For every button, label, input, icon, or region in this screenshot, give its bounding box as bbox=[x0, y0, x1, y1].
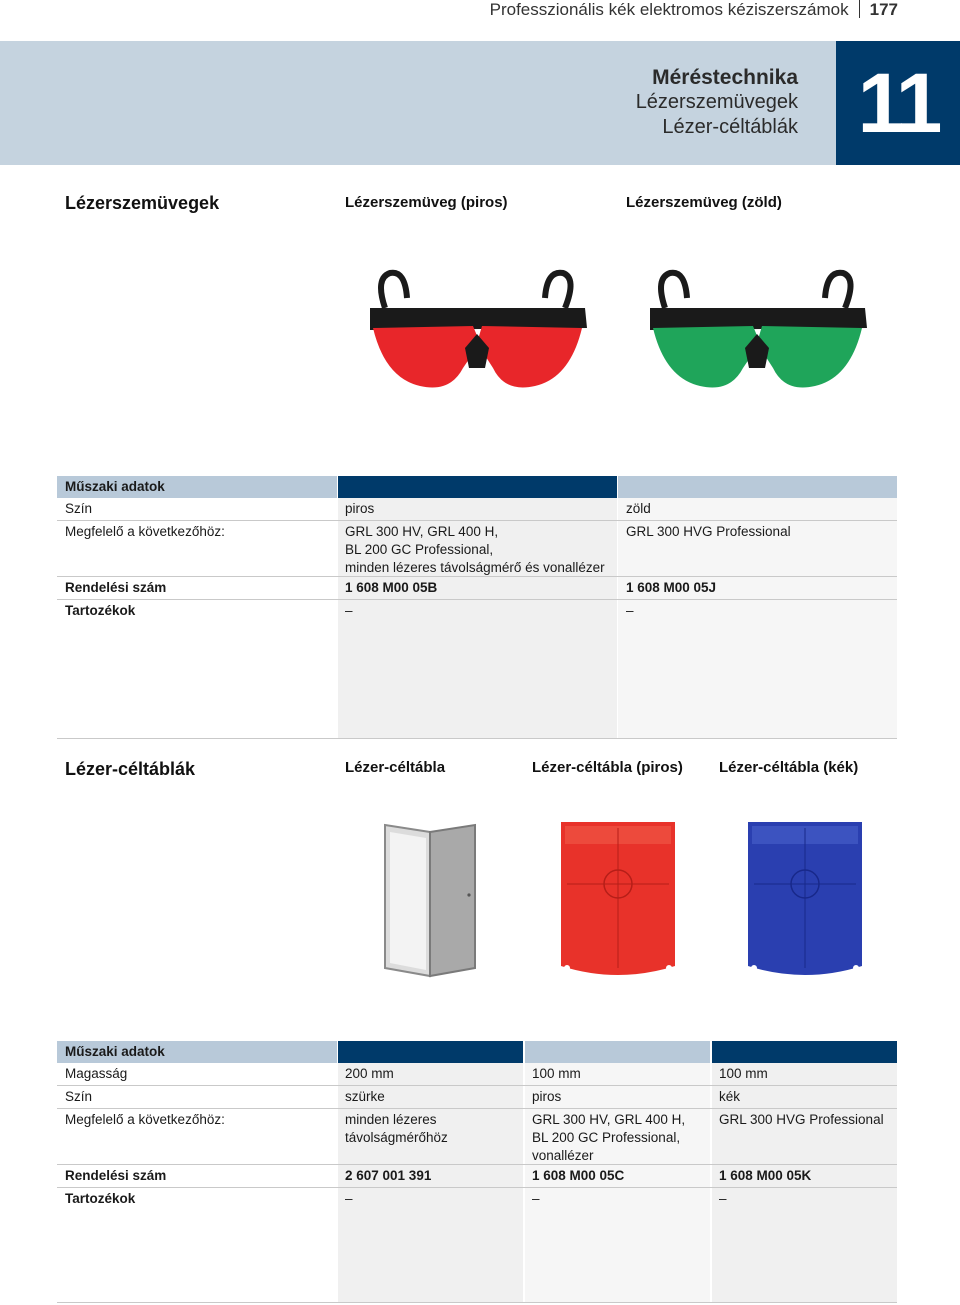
spec-value: piros bbox=[532, 1089, 562, 1104]
header-separator bbox=[859, 0, 860, 18]
spec-label-order-number: Rendelési szám bbox=[65, 580, 167, 595]
spec-value: GRL 300 HV, GRL 400 H, BL 200 GC Professional, minden lézeres távolságmérő és vonallézer bbox=[345, 524, 605, 575]
banner-subtitle-2: Lézer-céltáblák bbox=[662, 116, 798, 138]
spec-label-color: Szín bbox=[65, 1089, 93, 1104]
row-divider bbox=[57, 576, 897, 577]
spec-label-color: Szín bbox=[65, 501, 93, 516]
spec-value: piros bbox=[345, 501, 375, 516]
spec-header-bar-green bbox=[618, 476, 897, 498]
chapter-banner bbox=[0, 41, 836, 165]
spec-value: szürke bbox=[345, 1089, 385, 1104]
spec-value: – bbox=[345, 603, 353, 618]
spec-value: 1 608 M00 05J bbox=[626, 580, 717, 595]
banner-subtitle-1: Lézerszemüvegek bbox=[635, 91, 798, 113]
spec-value: 200 mm bbox=[345, 1066, 394, 1081]
running-header-title: Professzionális kék elektromos kéziszerszámok bbox=[489, 0, 849, 19]
spec-value: zöld bbox=[626, 501, 651, 516]
spec-header-bar-red bbox=[525, 1041, 710, 1063]
product-title-green-glasses: Lézerszemüveg (zöld) bbox=[626, 194, 782, 211]
spec-value: – bbox=[719, 1191, 727, 1206]
spec-value: 2 607 001 391 bbox=[345, 1168, 432, 1183]
spec-value: 100 mm bbox=[719, 1066, 768, 1081]
running-header bbox=[490, 0, 898, 24]
row-divider bbox=[57, 520, 897, 521]
section-title-glasses: Lézerszemüvegek bbox=[65, 193, 220, 213]
row-divider bbox=[57, 1164, 897, 1165]
spec-value: GRL 300 HVG Professional bbox=[626, 524, 791, 539]
banner-category: Méréstechnika bbox=[652, 66, 798, 89]
spec-label-accessories: Tartozékok bbox=[65, 603, 136, 618]
spec-header-bar-grey bbox=[338, 1041, 523, 1063]
spec-value: 1 608 M00 05B bbox=[345, 580, 438, 595]
product-title-red-glasses: Lézerszemüveg (piros) bbox=[345, 194, 508, 211]
page-number: 177 bbox=[869, 0, 898, 19]
spec-header-label: Műszaki adatok bbox=[65, 479, 165, 494]
spec-label-height: Magasság bbox=[65, 1066, 128, 1081]
spec-value: – bbox=[345, 1191, 353, 1206]
row-divider bbox=[57, 1108, 897, 1109]
spec-value: GRL 300 HVG Professional bbox=[719, 1112, 884, 1127]
row-divider bbox=[57, 599, 897, 600]
grey-target-image bbox=[380, 820, 480, 980]
spec-value: – bbox=[532, 1191, 540, 1206]
spec-header-bar-blue bbox=[712, 1041, 897, 1063]
table-bottom-line bbox=[57, 738, 897, 739]
banner-titles bbox=[636, 65, 798, 140]
product-title-target: Lézer-céltábla bbox=[345, 759, 446, 776]
row-divider bbox=[57, 1085, 897, 1086]
spec-value: – bbox=[626, 603, 634, 618]
table-bottom-line bbox=[57, 1302, 897, 1303]
blue-target-image bbox=[744, 818, 866, 978]
section-title-targets: Lézer-céltáblák bbox=[65, 759, 196, 779]
spec-value: 100 mm bbox=[532, 1066, 581, 1081]
spec-value: GRL 300 HV, GRL 400 H, BL 200 GC Professional, vonallézer bbox=[532, 1112, 686, 1163]
spec-label-compatible: Megfelelő a következőhöz: bbox=[65, 1112, 225, 1127]
row-divider bbox=[57, 1187, 897, 1188]
spec-value: kék bbox=[719, 1089, 741, 1104]
red-glasses-image bbox=[365, 268, 590, 398]
green-glasses-image bbox=[645, 268, 870, 398]
spec-value: minden lézeres távolságmérőhöz bbox=[345, 1112, 448, 1145]
spec-value: 1 608 M00 05C bbox=[532, 1168, 625, 1183]
spec-label-accessories: Tartozékok bbox=[65, 1191, 136, 1206]
chapter-number: 11 bbox=[836, 41, 960, 165]
product-title-target-blue: Lézer-céltábla (kék) bbox=[719, 759, 859, 776]
spec-header-bar-red bbox=[338, 476, 617, 498]
spec-value: 1 608 M00 05K bbox=[719, 1168, 812, 1183]
product-title-target-red: Lézer-céltábla (piros) bbox=[532, 759, 683, 776]
red-target-image bbox=[557, 818, 679, 978]
spec-label-compatible: Megfelelő a következőhöz: bbox=[65, 524, 225, 539]
spec-header-label: Műszaki adatok bbox=[65, 1044, 165, 1059]
spec-label-order-number: Rendelési szám bbox=[65, 1168, 167, 1183]
